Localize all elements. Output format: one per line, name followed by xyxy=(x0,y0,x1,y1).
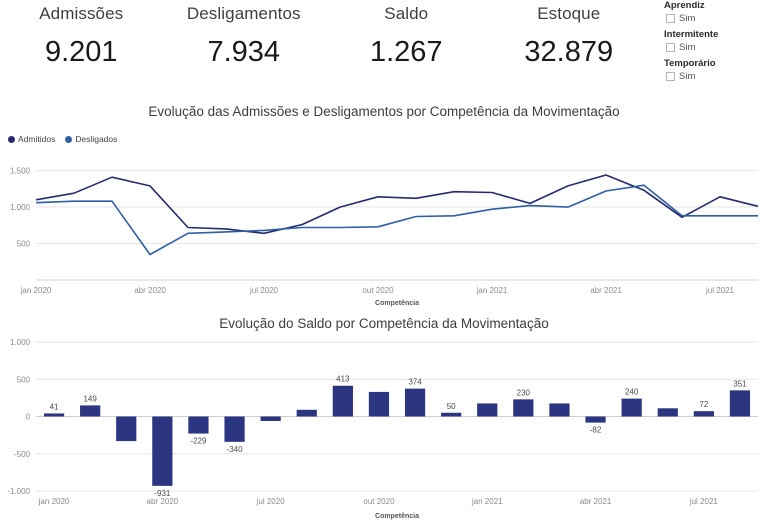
svg-text:jan 2020: jan 2020 xyxy=(20,286,52,295)
bar-chart-svg xyxy=(0,334,768,523)
filter-panel xyxy=(664,0,768,100)
svg-text:240: 240 xyxy=(624,387,639,397)
svg-text:out 2020: out 2020 xyxy=(363,497,395,506)
svg-text:413: 413 xyxy=(336,374,350,384)
legend-dot-icon xyxy=(65,136,72,143)
svg-text:out 2020: out 2020 xyxy=(362,286,394,295)
filter-aprendiz-sim-label: Sim xyxy=(679,13,696,24)
svg-text:jan 2020: jan 2020 xyxy=(38,497,70,506)
filter-temporario-sim-label: Sim xyxy=(679,71,696,82)
svg-text:1.500: 1.500 xyxy=(9,166,30,176)
svg-text:abr 2020: abr 2020 xyxy=(134,286,166,295)
kpi-saldo xyxy=(325,0,488,95)
svg-text:abr 2021: abr 2021 xyxy=(579,497,612,506)
filter-aprendiz-sim[interactable] xyxy=(664,13,768,24)
svg-text:1.000: 1.000 xyxy=(9,338,30,347)
legend-label-admitidos: Admitidos xyxy=(18,134,56,144)
kpi-estoque-label: Estoque xyxy=(537,4,601,23)
filter-temporario-sim[interactable] xyxy=(664,71,768,82)
legend-dot-icon xyxy=(8,136,15,143)
svg-text:-500: -500 xyxy=(13,449,30,459)
kpi-estoque-value: 32.879 xyxy=(524,36,614,68)
svg-text:Competência: Competência xyxy=(375,513,419,520)
bar-chart xyxy=(0,334,768,523)
checkbox-icon[interactable] xyxy=(666,14,675,23)
line-chart-title: Evolução das Admissões e Desligamentos por Competência da Movimentação xyxy=(148,104,620,119)
svg-text:jul 2021: jul 2021 xyxy=(705,286,735,295)
filter-temporario-title: Temporário xyxy=(664,58,716,69)
svg-text:-1.000: -1.000 xyxy=(7,487,30,496)
svg-text:Competência: Competência xyxy=(375,300,419,307)
svg-text:jul 2021: jul 2021 xyxy=(689,497,718,506)
svg-text:jan 2021: jan 2021 xyxy=(471,497,503,506)
svg-text:1.000: 1.000 xyxy=(9,203,30,213)
line-chart-svg xyxy=(0,150,768,310)
svg-text:jan 2021: jan 2021 xyxy=(476,286,508,295)
svg-text:351: 351 xyxy=(733,379,747,389)
kpi-admissoes-value: 9.201 xyxy=(44,36,118,68)
svg-text:abr 2020: abr 2020 xyxy=(146,497,179,506)
kpi-desligamentos-value: 7.934 xyxy=(207,36,281,68)
filter-temporario xyxy=(664,58,768,82)
svg-text:0: 0 xyxy=(25,412,30,422)
filter-aprendiz xyxy=(664,0,768,24)
svg-text:230: 230 xyxy=(516,388,531,398)
svg-text:149: 149 xyxy=(83,394,97,404)
bar-chart-title: Evolução do Saldo por Competência da Movimentação xyxy=(219,316,549,331)
checkbox-icon[interactable] xyxy=(666,72,675,81)
kpi-saldo-value: 1.267 xyxy=(369,36,443,68)
kpi-row xyxy=(0,0,650,95)
filter-aprendiz-title: Aprendiz xyxy=(664,0,705,11)
svg-text:50: 50 xyxy=(446,401,456,411)
kpi-admissoes xyxy=(0,0,163,95)
svg-text:500: 500 xyxy=(16,239,30,249)
filter-intermitente xyxy=(664,29,768,53)
svg-text:-82: -82 xyxy=(589,425,602,435)
line-chart xyxy=(0,150,768,310)
svg-text:jul 2020: jul 2020 xyxy=(249,286,279,295)
kpi-desligamentos-label: Desligamentos xyxy=(186,4,301,23)
svg-text:-229: -229 xyxy=(190,436,207,446)
kpi-estoque xyxy=(488,0,651,95)
legend-label-desligados: Desligados xyxy=(75,134,118,144)
checkbox-icon[interactable] xyxy=(666,43,675,52)
svg-text:374: 374 xyxy=(408,377,422,387)
svg-text:500: 500 xyxy=(16,375,30,385)
svg-text:72: 72 xyxy=(699,400,709,410)
kpi-desligamentos xyxy=(163,0,326,95)
svg-text:-931: -931 xyxy=(154,488,171,498)
filter-intermitente-title: Intermitente xyxy=(664,29,719,40)
legend-item-admitidos[interactable] xyxy=(8,134,55,144)
line-chart-legend xyxy=(8,134,117,144)
kpi-admissoes-label: Admissões xyxy=(39,4,124,23)
svg-text:abr 2021: abr 2021 xyxy=(590,286,622,295)
kpi-saldo-label: Saldo xyxy=(384,4,429,23)
svg-text:jul 2020: jul 2020 xyxy=(256,497,285,506)
svg-text:41: 41 xyxy=(49,402,59,412)
svg-text:-340: -340 xyxy=(226,444,243,454)
filter-intermitente-sim[interactable] xyxy=(664,42,768,53)
filter-intermitente-sim-label: Sim xyxy=(679,42,696,53)
legend-item-desligados[interactable] xyxy=(65,134,117,144)
